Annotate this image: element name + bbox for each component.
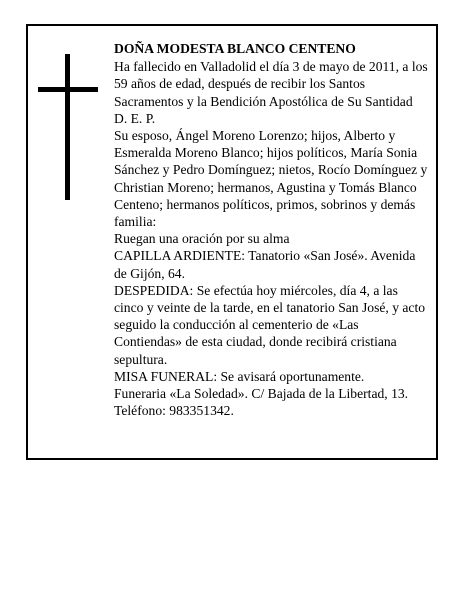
funeral-home: Funeraria «La Soledad». C/ Bajada de la Libertad, 13. Teléfono: 983351342. bbox=[114, 386, 409, 419]
deceased-name: DOÑA MODESTA BLANCO CENTENO bbox=[114, 41, 356, 56]
notice-text bbox=[114, 40, 428, 419]
rip-abbreviation: D. E. P. bbox=[114, 110, 156, 126]
cross-vertical-bar bbox=[65, 54, 70, 200]
family-list: Su esposo, Ángel Moreno Lorenzo; hijos, Alberto y Esmeralda Moreno Blanco; hijos políticos, María Sonia Sánchez y Pedro Domínguez; nietos, Rocío Domínguez y Christian Moreno; hermanos, Agustina y Tomás Blanco Centeno; hermanos políticos, primos, sobrinos y demás familia: bbox=[114, 128, 428, 230]
cross-icon bbox=[38, 54, 102, 200]
prayer-request: Ruegan una oración por su alma bbox=[114, 231, 290, 247]
cross-horizontal-bar bbox=[38, 87, 98, 92]
wake-location: CAPILLA ARDIENTE: Tanatorio «San José». Avenida de Gijón, 64. bbox=[114, 248, 416, 281]
death-announcement: Ha fallecido en Valladolid el día 3 de mayo de 2011, a los 59 años de edad, después de recibir los Santos Sacramentos y la Bendición Apostólica de Su Santidad bbox=[114, 59, 428, 109]
obituary-notice bbox=[26, 24, 438, 460]
funeral-farewell: DESPEDIDA: Se efectúa hoy miércoles, día 4, a las cinco y veinte de la tarde, en el tanatorio San José, y acto seguido la conducción al cementerio de «Las Contiendas» de esta ciudad, donde recibirá cristiana sepultura. bbox=[114, 282, 426, 367]
funeral-mass: MISA FUNERAL: Se avisará oportunamente. bbox=[114, 368, 365, 384]
